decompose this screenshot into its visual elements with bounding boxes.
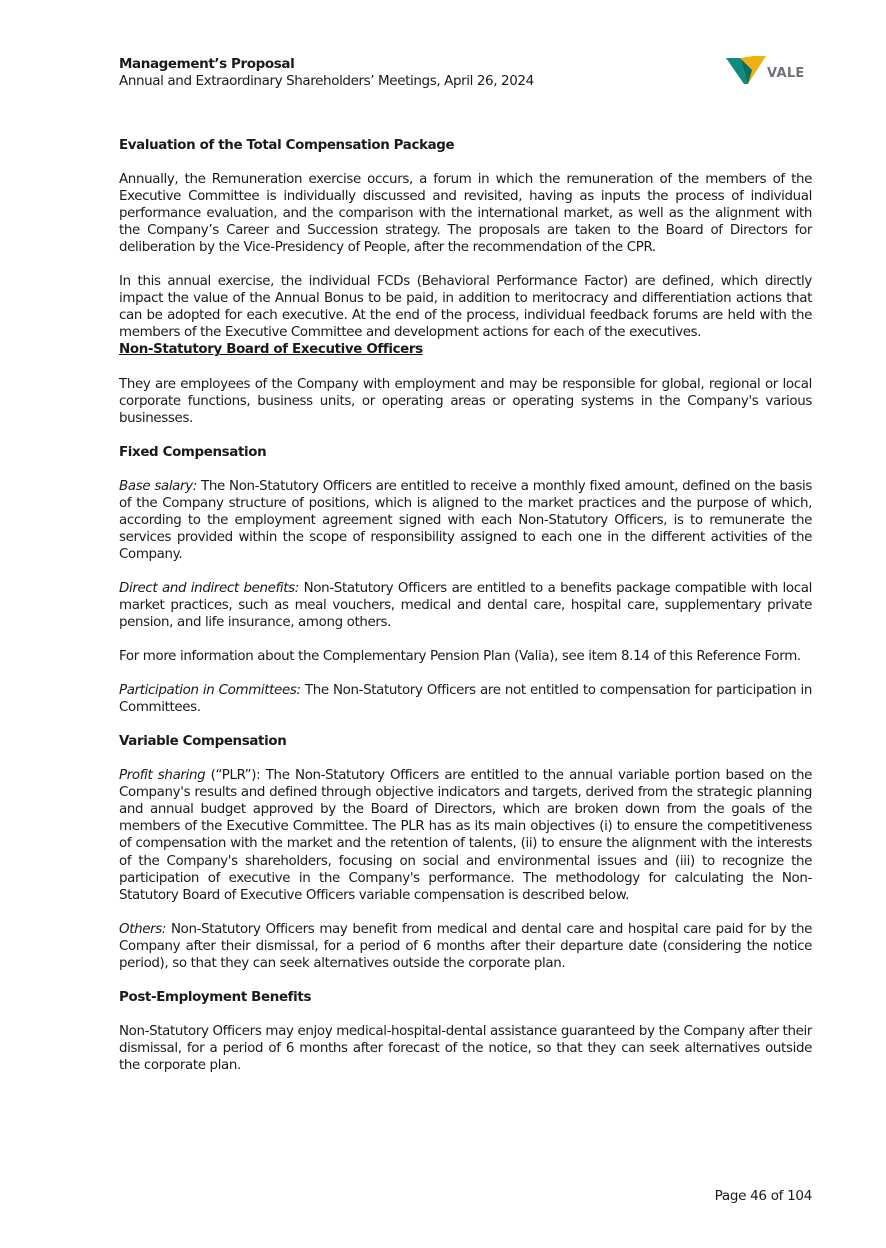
heading-evaluation: Evaluation of the Total Compensation Package (119, 138, 455, 153)
logo-text: VALE (767, 66, 805, 81)
header-subtitle: Annual and Extraordinary Shareholders’ Meetings, April 26, 2024 (119, 73, 534, 89)
label-others: Others: (119, 921, 167, 937)
heading-fixed-compensation: Fixed Compensation (119, 444, 267, 460)
text-benefits: Non-Statutory Officers are entitled to a benefits package compatible with local market practices, such as meal vouchers, medical and dental care, hospital care, supplementary private pension, and life insurance, among others. (119, 580, 812, 631)
paragraph-benefits (119, 580, 812, 631)
paragraph-post-employment: Non-Statutory Officers may enjoy medical-hospital-dental assistance guaranteed by the Company after their dismissal, for a period of 6 months after forecast of the notice, so that they can seek alternatives outside the corporate plan. (119, 1023, 812, 1073)
text-profit-sharing: (“PLR”): The Non-Statutory Officers are entitled to the annual variable portion based on the Company's results and defined through objective indicators and targets, derived from the strategic planning and annual budget approved by the Board of Directors, which are broken down from the goals of the members of the Executive Committee. The PLR has as its main objectives (i) to ensure the competitiveness of compensation with the market and the retention of talents, (ii) to ensure the alignment with the interests of the Company's shareholders, focusing on social and environmental issues and (iii) to recognize the participation of executive in the Company's performance. The methodology for calculating the Non-Statutory Board of Executive Officers variable compensation is described below. (119, 768, 812, 903)
text-committees: The Non-Statutory Officers are not entitled to compensation for participation in Committees. (119, 683, 812, 716)
text-base-salary: The Non-Statutory Officers are entitled to receive a monthly fixed amount, defined on the basis of the Company structure of positions, which is aligned to the market practices and the purpose of which, according to the employment agreement signed with each Non-Statutory Officers, is to remunerate the services provided within the scope of responsibility assigned to each one in the different activities of the Company. (119, 478, 812, 562)
heading-variable-compensation: Variable Compensation (119, 734, 287, 750)
label-benefits: Direct and indirect benefits: (119, 580, 299, 596)
label-committees: Participation in Committees: (119, 683, 301, 699)
paragraph-non-statutory: They are employees of the Company with employment and may be responsible for global, regional or local corporate functions, business units, or operating areas or operating systems in the Company's various businesses. (119, 376, 812, 426)
paragraph-others (119, 921, 812, 972)
text-others: Non-Statutory Officers may benefit from medical and dental care and hospital care paid for by the Company after their dismissal, for a period of 6 months after their departure date (considering the notice period), so that they can seek alternatives outside the corporate plan. (119, 921, 812, 971)
paragraph-pension: For more information about the Complementary Pension Plan (Valia), see item 8.14 of this Reference Form. (119, 649, 801, 665)
paragraph-evaluation-1: Annually, the Remuneration exercise occurs, a forum in which the remuneration of the members of the Executive Committee is individually discussed and revisited, having as inputs the process of individual performance evaluation, and the comparison with the international market, as well as the alignment with the Company’s Career and Succession strategy. The proposals are taken to the Board of Directors for deliberation by the Vice-Presidency of People, after the recommendation of the CPR. (119, 172, 812, 256)
heading-post-employment: Post-Employment Benefits (119, 989, 312, 1005)
vale-logo (726, 54, 808, 88)
paragraph-evaluation-2: In this annual exercise, the individual FCDs (Behavioral Performance Factor) are defined, which directly impact the value of the Annual Bonus to be paid, in addition to meritocracy and differentiation actions that can be adopted for each executive. At the end of the process, individual feedback forums are held with the members of the Executive Committee and development actions for each of the executives. (119, 274, 812, 341)
paragraph-committees (119, 682, 812, 716)
header-title: Management’s Proposal (119, 56, 295, 72)
paragraph-base-salary (119, 478, 812, 563)
label-base-salary: Base salary: (119, 478, 197, 494)
heading-non-statutory: Non-Statutory Board of Executive Officers (119, 342, 423, 358)
label-profit-sharing: Profit sharing (119, 768, 206, 784)
vale-logo-icon (726, 54, 766, 88)
page-number: Page 46 of 104 (714, 1188, 812, 1204)
document-body (119, 137, 812, 1091)
paragraph-profit-sharing (119, 767, 812, 903)
